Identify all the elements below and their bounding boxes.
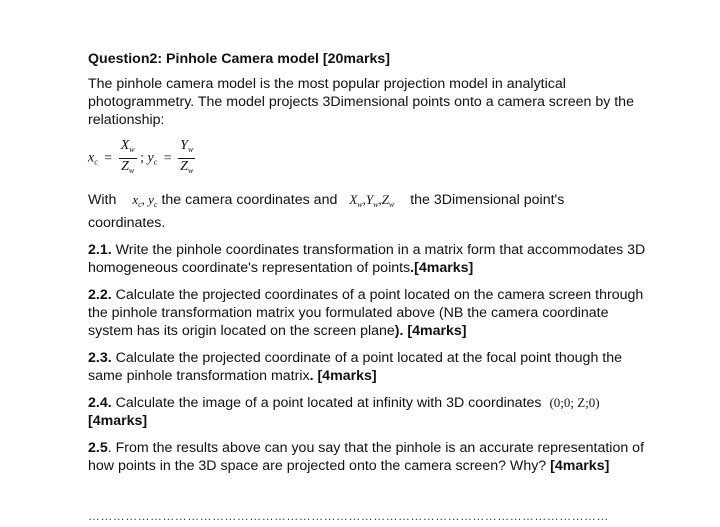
- subquestion-2-4: [88, 394, 648, 430]
- formula-Z-den-2: Z: [180, 159, 188, 174]
- math-x-sub: c: [138, 200, 142, 209]
- question-title: Question2: Pinhole Camera model [20marks]: [88, 51, 390, 67]
- subquestion-marks: . [4marks]: [309, 368, 377, 384]
- projection-formula: [88, 139, 648, 183]
- subquestion-number: 2.3.: [88, 350, 112, 366]
- formula-separator: ;: [140, 150, 144, 166]
- subquestion-text: Calculate the projected coordinates of a point located on the camera screen through the pinhole transformation matrix you formulated above (NB the camera coordinate system has its origin located on the screen plane: [88, 287, 644, 339]
- formula-x: x: [88, 150, 95, 166]
- subquestion-marks: .[4marks]: [410, 260, 474, 276]
- formula-X-sub: w: [129, 145, 135, 154]
- subquestion-number: 2.4.: [88, 395, 112, 411]
- subquestion-number: 2.5: [88, 440, 108, 456]
- formula-fraction-y: [178, 139, 195, 178]
- answer-line: ………………………………………………………………………………………………………………: [88, 509, 609, 523]
- formula-fraction-x: [119, 139, 137, 178]
- subquestion-marks: [4marks]: [550, 458, 610, 474]
- subquestion-2-1: [88, 241, 648, 277]
- camera-coords-math: [132, 192, 157, 207]
- with-lead: With: [88, 192, 117, 208]
- formula-x-sub: c: [94, 157, 98, 167]
- formula-equals-2: =: [163, 150, 172, 166]
- formula-y: y: [147, 150, 154, 166]
- formula-Y-sub: w: [187, 145, 194, 154]
- formula-X-num: X: [120, 138, 130, 153]
- math-Zw: Z: [381, 192, 389, 207]
- math-x: x: [132, 192, 139, 207]
- math-Xw-sub: w: [357, 200, 363, 209]
- math-y-sub: c: [153, 200, 158, 209]
- subquestion-marks: [4marks]: [88, 413, 148, 429]
- subquestion-text: Calculate the image of a point located at infinity with 3D coordinates: [115, 395, 542, 411]
- formula-y-sub: c: [153, 157, 158, 167]
- math-Yw-sub: w: [373, 200, 379, 209]
- world-coords-math: [349, 192, 394, 207]
- question-intro: The pinhole camera model is the most popular projection model in analytical photogrammetry. The model projects 3Dimensional points onto a camera screen by the relationship:: [88, 76, 634, 128]
- with-paragraph: [88, 191, 648, 232]
- subquestion-marks: ). [4marks]: [394, 323, 467, 339]
- subquestion-number: 2.1.: [88, 242, 112, 258]
- with-end: coordinates.: [88, 215, 166, 231]
- math-Yw: Y: [365, 192, 374, 207]
- formula-Z-den: Z: [121, 159, 129, 174]
- formula-Y-num: Y: [180, 138, 188, 153]
- math-comma-3: ,: [378, 192, 382, 207]
- subquestion-text: Calculate the projected coordinate of a point located at the focal point though the same pinhole transformation matrix: [88, 350, 622, 384]
- subquestion-text: . From the results above can you say that the pinhole is an accurate representation of how points in the 3D space are projected onto the camera screen? Why?: [88, 440, 645, 474]
- question-document: [88, 50, 648, 484]
- math-y: y: [148, 192, 154, 207]
- math-Xw: X: [349, 192, 358, 207]
- subquestion-2-3: [88, 349, 648, 385]
- subquestion-text: Write the pinhole coordinates transformation in a matrix form that accommodates 3D homogeneous coordinate's representation of points: [88, 242, 646, 276]
- infinity-coords: (0;0; Z;0): [549, 395, 600, 410]
- with-tail: the 3Dimensional point's: [410, 192, 565, 208]
- math-Zw-sub: w: [388, 200, 395, 209]
- with-mid: the camera coordinates and: [161, 192, 338, 208]
- subquestion-2-2: [88, 286, 648, 340]
- subquestion-number: 2.2.: [88, 287, 112, 303]
- math-comma-2: ,: [362, 192, 366, 207]
- formula-Z-sub: w: [128, 166, 135, 175]
- formula-expression: [88, 139, 195, 178]
- subquestion-2-5: [88, 439, 648, 475]
- formula-Z-sub-2: w: [187, 166, 194, 175]
- formula-equals-1: =: [104, 150, 113, 166]
- math-comma: ,: [141, 192, 145, 207]
